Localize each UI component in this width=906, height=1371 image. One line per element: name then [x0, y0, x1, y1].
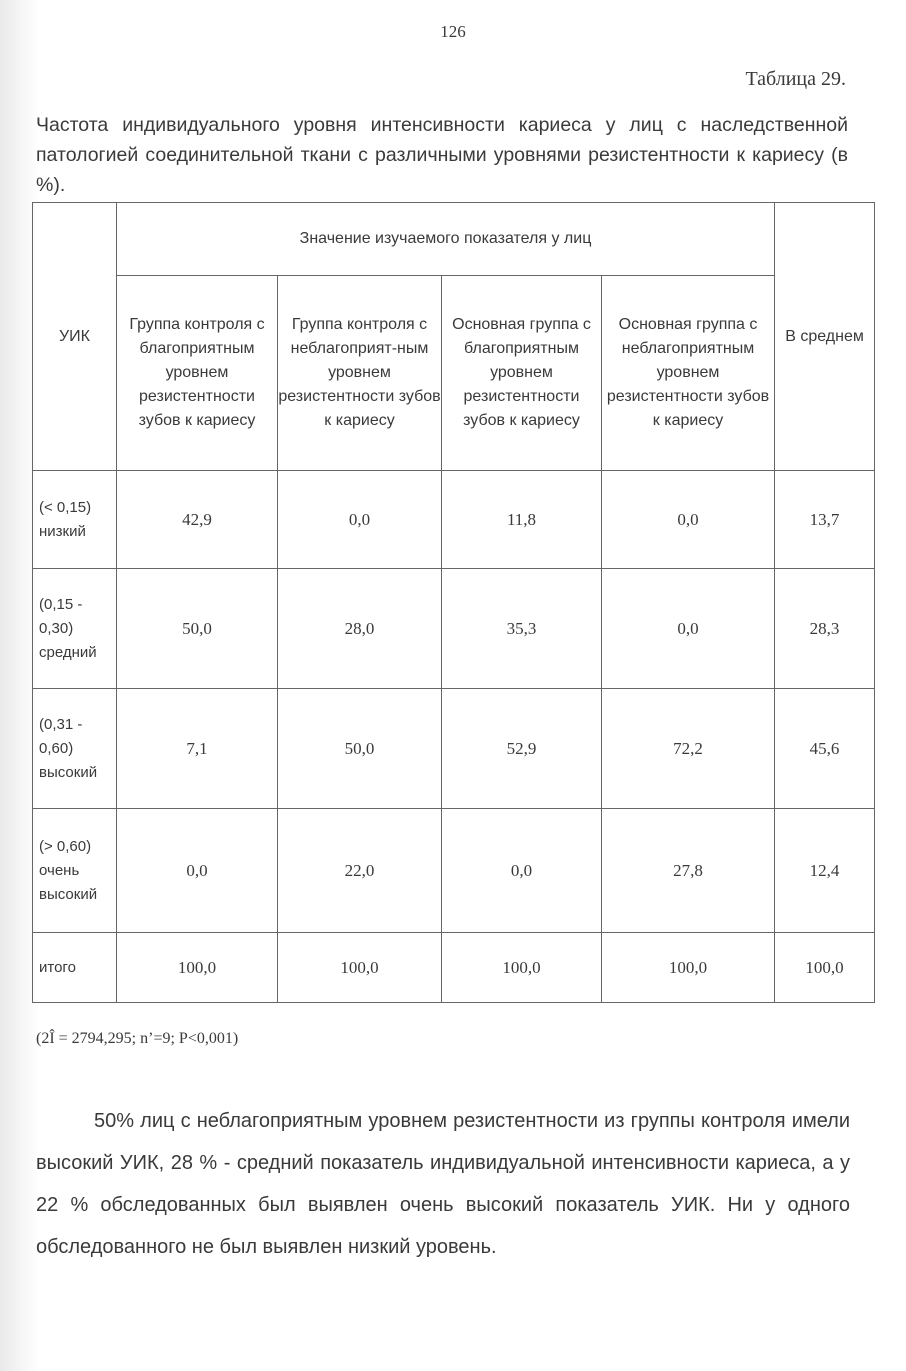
table-subheader-row [33, 276, 875, 471]
row-label: (< 0,15) низкий [33, 471, 117, 569]
table-cell-average: 28,3 [775, 569, 875, 689]
table-cell: 100,0 [602, 933, 775, 1003]
table-caption: Частота индивидуального уровня интенсивности кариеса у лиц с наследственной патологией соединительной ткани с различными уровнями резистентности к кариесу (в %). [36, 114, 848, 196]
header-control-favorable: Группа контроля с благоприятным уровнем резистентности зубов к кариесу [117, 276, 278, 471]
table-row [33, 809, 875, 933]
table-cell: 35,3 [442, 569, 602, 689]
table-cell: 0,0 [117, 809, 278, 933]
table-row [33, 689, 875, 809]
row-label: итого [33, 933, 117, 1003]
table-cell: 72,2 [602, 689, 775, 809]
table-row [33, 471, 875, 569]
body-paragraph: 50% лиц с неблагоприятным уровнем резистентности из группы контроля имели высокий УИК, 28 % - средний показатель индивидуальной интенсивности кариеса, а у 22 % обследованных был выявлен очень высокий показатель УИК. Ни у одного обследованного не был выявлен низкий уровень. [36, 1110, 850, 1258]
page-number: 126 [440, 22, 466, 41]
table-header-row [33, 203, 875, 276]
statistics-note: (2Î = 2794,295; n’=9; P<0,001) [36, 1030, 239, 1047]
table-cell: 0,0 [442, 809, 602, 933]
table-cell-average: 13,7 [775, 471, 875, 569]
table-cell-average: 100,0 [775, 933, 875, 1003]
table-row [33, 569, 875, 689]
header-group: Значение изучаемого показателя у лиц [117, 203, 775, 276]
row-label: (0,31 - 0,60) высокий [33, 689, 117, 809]
table-cell: 22,0 [278, 809, 442, 933]
table-cell: 28,0 [278, 569, 442, 689]
header-control-unfavorable: Группа контроля с неблагоприят-ным уровнем резистентности зубов к кариесу [278, 276, 442, 471]
data-table [32, 202, 875, 1003]
table-cell: 50,0 [117, 569, 278, 689]
table-cell: 0,0 [602, 471, 775, 569]
table-cell: 50,0 [278, 689, 442, 809]
table-cell: 0,0 [278, 471, 442, 569]
table-cell: 100,0 [278, 933, 442, 1003]
table-row-total [33, 933, 875, 1003]
table-cell: 11,8 [442, 471, 602, 569]
header-uik: УИК [33, 203, 117, 471]
row-label: (0,15 - 0,30) средний [33, 569, 117, 689]
table-cell: 0,0 [602, 569, 775, 689]
header-average: В среднем [775, 203, 875, 471]
row-label: (> 0,60) очень высокий [33, 809, 117, 933]
table-label: Таблица 29. [745, 68, 846, 90]
table-cell: 100,0 [117, 933, 278, 1003]
table-cell-average: 45,6 [775, 689, 875, 809]
table-cell: 27,8 [602, 809, 775, 933]
header-main-favorable: Основная группа с благоприятным уровнем резистентности зубов к кариесу [442, 276, 602, 471]
table-cell: 7,1 [117, 689, 278, 809]
table-cell-average: 12,4 [775, 809, 875, 933]
table-cell: 42,9 [117, 471, 278, 569]
header-main-unfavorable: Основная группа с неблагоприятным уровнем резистентности зубов к кариесу [602, 276, 775, 471]
table-cell: 52,9 [442, 689, 602, 809]
table-cell: 100,0 [442, 933, 602, 1003]
